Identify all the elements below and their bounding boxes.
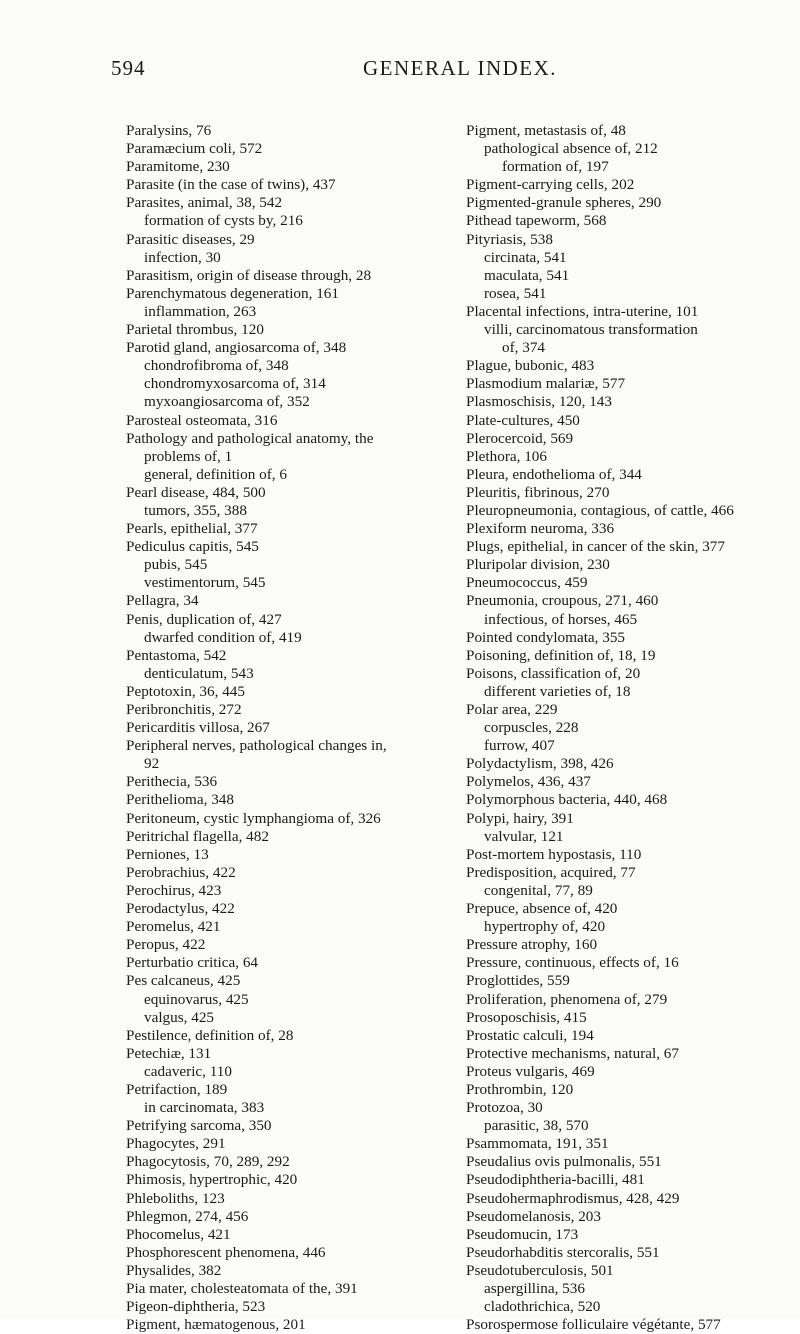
index-entry: Parasite (in the case of twins), 437 <box>126 176 336 194</box>
index-subentry: villi, carcinomatous transformation <box>484 321 698 339</box>
index-entry: Pearls, epithelial, 377 <box>126 520 258 538</box>
index-entry: Perniones, 13 <box>126 845 209 863</box>
index-subentry: cladothrichica, 520 <box>484 1298 601 1316</box>
index-entry: Paramæcium coli, 572 <box>126 140 263 158</box>
index-entry: Pseudomucin, 173 <box>466 1225 579 1243</box>
index-subentry: 92 <box>144 755 160 773</box>
index-entry: Polydactylism, 398, 426 <box>466 755 614 773</box>
index-entry: Pithead tapeworm, 568 <box>466 212 607 230</box>
index-entry: Perodactylus, 422 <box>126 900 235 918</box>
index-subentry: aspergillina, 536 <box>484 1280 585 1297</box>
index-entry: Perithecia, 536 <box>126 773 218 791</box>
index-entry: Phimosis, hypertrophic, 420 <box>126 1171 298 1189</box>
index-subentry: formation of cysts by, 216 <box>144 212 303 230</box>
index-entry: Pleuritis, fibrinous, 270 <box>466 483 610 501</box>
index-entry: Proglottides, 559 <box>466 972 570 990</box>
index-entry: Pressure atrophy, 160 <box>466 936 598 954</box>
index-subentry: parasitic, 38, 570 <box>484 1117 589 1135</box>
index-entry: Peptotoxin, 36, 445 <box>126 682 245 700</box>
index-entry: Pigment, metastasis of, 48 <box>466 122 626 139</box>
index-entry: Protective mechanisms, natural, 67 <box>466 1044 679 1062</box>
index-entry: Pressure, continuous, effects of, 16 <box>466 954 679 972</box>
index-entry: Petechiæ, 131 <box>126 1044 212 1062</box>
index-subentry: cadaveric, 110 <box>144 1062 232 1080</box>
index-subentry: general, definition of, 6 <box>144 465 287 483</box>
index-subentry: rosea, 541 <box>484 284 547 302</box>
index-subentry: infectious, of horses, 465 <box>484 610 638 628</box>
index-entry: Perobrachius, 422 <box>126 863 236 881</box>
index-subentry: pubis, 545 <box>144 556 208 574</box>
index-subentry: hypertrophy of, 420 <box>484 918 606 936</box>
index-subentry: denticulatum, 543 <box>144 664 254 682</box>
index-entry: Psammomata, 191, 351 <box>466 1135 609 1153</box>
index-entry: Predisposition, acquired, 77 <box>466 863 636 881</box>
index-subentry: circinata, 541 <box>484 248 567 266</box>
index-entry: Pathology and pathological anatomy, the <box>126 429 374 447</box>
index-subentry: valvular, 121 <box>484 827 564 845</box>
index-subentry: formation of, 197 <box>502 158 609 176</box>
index-entry: Plethora, 106 <box>466 447 547 465</box>
index-subentry: different varieties of, 18 <box>484 682 631 700</box>
index-entry: Pigmented-granule spheres, 290 <box>466 194 662 212</box>
index-subentry: chondrofibroma of, 348 <box>144 357 289 375</box>
index-entry: Pia mater, cholesteatomata of the, 391 <box>126 1280 358 1297</box>
index-entry: Prostatic calculi, 194 <box>466 1026 594 1044</box>
index-entry: Prothrombin, 120 <box>466 1080 574 1098</box>
index-entry: Peritoneum, cystic lymphangioma of, 326 <box>126 809 381 827</box>
index-entry: Plerocercoid, 569 <box>466 429 574 447</box>
index-entry: Pointed condylomata, 355 <box>466 628 626 646</box>
index-entry: Perochirus, 423 <box>126 881 222 899</box>
index-entry: Parietal thrombus, 120 <box>126 321 264 339</box>
index-entry: Phleboliths, 123 <box>126 1189 225 1207</box>
index-entry: Polymelos, 436, 437 <box>466 773 591 791</box>
index-column-left <box>126 122 446 1334</box>
index-entry: Prepuce, absence of, 420 <box>466 900 618 918</box>
index-entry: Polar area, 229 <box>466 701 558 718</box>
index-entry: Pigment-carrying cells, 202 <box>466 176 635 194</box>
index-entry: Parasites, animal, 38, 542 <box>126 194 283 212</box>
index-entry: Plasmodium malariæ, 577 <box>466 375 626 393</box>
index-entry: Peropus, 422 <box>126 936 206 954</box>
index-entry: Parasitism, origin of disease through, 28 <box>126 266 372 284</box>
index-entry: Paralysins, 76 <box>126 122 212 139</box>
index-entry: Peribronchitis, 272 <box>126 701 242 718</box>
index-entry: Pellagra, 34 <box>126 592 199 610</box>
index-entry: Parenchymatous degeneration, 161 <box>126 284 339 302</box>
index-entry: Protozoa, 30 <box>466 1099 543 1117</box>
index-entry: Pestilence, definition of, 28 <box>126 1026 294 1044</box>
index-entry: Psorospermose folliculaire végétante, 577 <box>466 1316 721 1334</box>
index-entry: Pseudorhabditis stercoralis, 551 <box>466 1243 660 1261</box>
index-subentry: valgus, 425 <box>144 1008 215 1026</box>
index-subentry: inflammation, 263 <box>144 302 257 320</box>
index-entry: Penis, duplication of, 427 <box>126 610 282 628</box>
index-entry: Pseudomelanosis, 203 <box>466 1207 601 1225</box>
index-entry: Petrifying sarcoma, 350 <box>126 1117 272 1135</box>
index-entry: Pigment, hæmatogenous, 201 <box>126 1316 306 1334</box>
index-subentry: tumors, 355, 388 <box>144 501 247 519</box>
index-entry: Pleura, endothelioma of, 344 <box>466 465 642 483</box>
index-entry: Pneumonia, croupous, 271, 460 <box>466 592 659 610</box>
index-entry: Perithelioma, 348 <box>126 791 234 809</box>
index-entry: Post-mortem hypostasis, 110 <box>466 845 642 863</box>
index-entry: Paramitome, 230 <box>126 158 230 176</box>
index-entry: Polymorphous bacteria, 440, 468 <box>466 791 668 809</box>
index-entry: Pericarditis villosa, 267 <box>126 719 270 737</box>
index-entry: Pseudotuberculosis, 501 <box>466 1261 614 1279</box>
page-header <box>0 56 800 86</box>
index-entry: Placental infections, intra-uterine, 101 <box>466 302 699 320</box>
index-entry: Phagocytes, 291 <box>126 1135 226 1153</box>
page-number: 594 <box>111 56 146 80</box>
index-subentry: problems of, 1 <box>144 447 233 465</box>
index-entry: Plague, bubonic, 483 <box>466 357 595 375</box>
index-entry: Pigeon-diphtheria, 523 <box>126 1298 266 1316</box>
index-subentry: dwarfed condition of, 419 <box>144 628 302 646</box>
index-subentry: maculata, 541 <box>484 266 570 284</box>
index-entry: Phocomelus, 421 <box>126 1225 231 1243</box>
index-entry: Plate-cultures, 450 <box>466 411 580 429</box>
index-entry: Pluripolar division, 230 <box>466 556 610 574</box>
index-entry: Plugs, epithelial, in cancer of the skin, 377 <box>466 538 725 556</box>
index-subentry: congenital, 77, 89 <box>484 881 593 899</box>
index-subentry: myxoangiosarcoma of, 352 <box>144 393 310 411</box>
index-subentry: infection, 30 <box>144 248 221 266</box>
index-entry: Petrifaction, 189 <box>126 1080 228 1098</box>
index-subentry: corpuscles, 228 <box>484 719 579 737</box>
index-entry: Peritrichal flagella, 482 <box>126 827 269 845</box>
index-entry: Parasitic diseases, 29 <box>126 230 255 248</box>
index-entry: Pleuropneumonia, contagious, of cattle, 466 <box>466 501 734 519</box>
index-subentry: in carcinomata, 383 <box>144 1099 265 1117</box>
index-subentry: chondromyxosarcoma of, 314 <box>144 375 326 393</box>
index-entry: Peripheral nerves, pathological changes in, <box>126 737 387 755</box>
index-entry: Poisons, classification of, 20 <box>466 664 641 682</box>
running-title: GENERAL INDEX. <box>363 56 558 80</box>
index-entry: Phosphorescent phenomena, 446 <box>126 1243 326 1261</box>
index-entry: Pseudodiphtheria-bacilli, 481 <box>466 1171 645 1189</box>
index-entry: Pes calcaneus, 425 <box>126 972 241 990</box>
index-entry: Parosteal osteomata, 316 <box>126 411 278 429</box>
index-entry: Polypi, hairy, 391 <box>466 809 574 827</box>
index-entry: Plexiform neuroma, 336 <box>466 520 615 538</box>
index-entry: Prosoposchisis, 415 <box>466 1008 587 1026</box>
index-entry: Plasmoschisis, 120, 143 <box>466 393 612 411</box>
index-entry: Pneumococcus, 459 <box>466 574 588 592</box>
index-subentry: pathological absence of, 212 <box>484 140 658 158</box>
index-entry: Pseudohermaphrodismus, 428, 429 <box>466 1189 680 1207</box>
index-entry: Peromelus, 421 <box>126 918 221 936</box>
index-entry: Proteus vulgaris, 469 <box>466 1062 595 1080</box>
index-entry: Parotid gland, angiosarcoma of, 348 <box>126 339 347 357</box>
index-subentry: vestimentorum, 545 <box>144 574 266 592</box>
index-entry: Pearl disease, 484, 500 <box>126 483 266 501</box>
index-entry: Pseudalius ovis pulmonalis, 551 <box>466 1153 662 1171</box>
index-entry: Phagocytosis, 70, 289, 292 <box>126 1153 290 1171</box>
index-entry: Perturbatio critica, 64 <box>126 954 259 972</box>
index-entry: Proliferation, phenomena of, 279 <box>466 990 668 1008</box>
index-entry: Poisoning, definition of, 18, 19 <box>466 646 656 664</box>
index-subentry: of, 374 <box>502 339 546 357</box>
index-subentry: equinovarus, 425 <box>144 990 249 1008</box>
index-entry: Pentastoma, 542 <box>126 646 227 664</box>
index-column-right <box>466 122 796 1334</box>
index-subentry: furrow, 407 <box>484 737 555 755</box>
index-entry: Pediculus capitis, 545 <box>126 538 259 556</box>
index-entry: Phlegmon, 274, 456 <box>126 1207 249 1225</box>
index-entry: Pityriasis, 538 <box>466 230 553 248</box>
index-entry: Physalides, 382 <box>126 1261 222 1279</box>
